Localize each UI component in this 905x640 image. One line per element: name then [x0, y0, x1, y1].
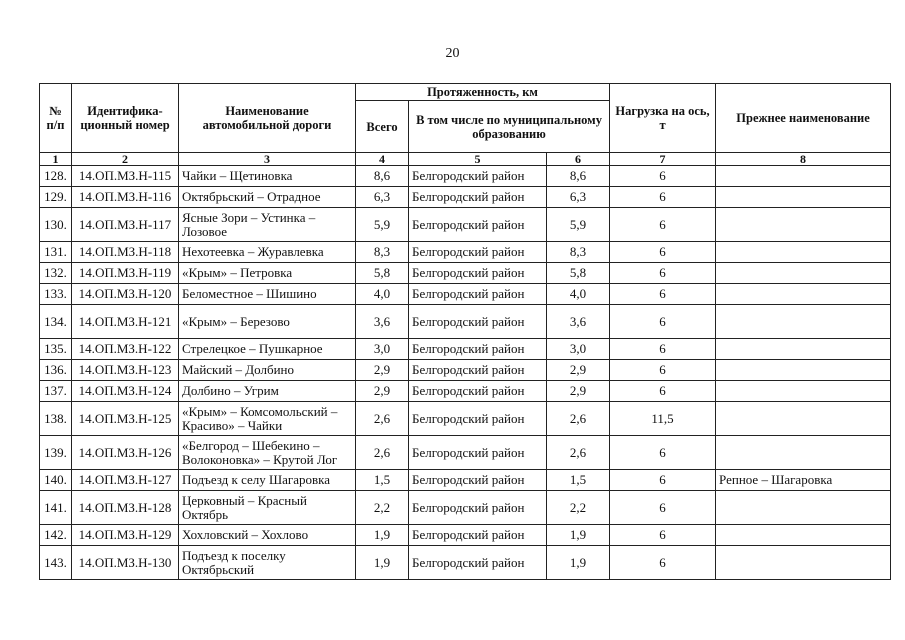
- municipal-length-cell: 1,5: [547, 470, 610, 491]
- municipal-length-cell: 5,8: [547, 263, 610, 284]
- road-name-cell: Нехотеевка – Журавлевка: [179, 242, 356, 263]
- axle-load-cell: 6: [610, 284, 716, 305]
- row-number-cell: 131.: [40, 242, 72, 263]
- total-length-cell: 1,5: [356, 470, 409, 491]
- total-length-cell: 2,6: [356, 402, 409, 436]
- municipality-cell: Белгородский район: [409, 436, 547, 470]
- previous-name-cell: [716, 381, 891, 402]
- previous-name-cell: [716, 402, 891, 436]
- road-name-cell: «Крым» – Комсомольский – Красиво» – Чайки: [179, 402, 356, 436]
- total-length-cell: 2,9: [356, 381, 409, 402]
- column-number: 7: [610, 153, 716, 166]
- road-name-cell: Хохловский – Хохлово: [179, 525, 356, 546]
- table-row: [40, 360, 891, 381]
- header-length-group: Протяженность, км: [356, 84, 610, 101]
- column-number: 3: [179, 153, 356, 166]
- road-id-cell: 14.ОП.МЗ.Н-118: [72, 242, 179, 263]
- table-row: [40, 166, 891, 187]
- road-id-cell: 14.ОП.МЗ.Н-117: [72, 208, 179, 242]
- axle-load-cell: 6: [610, 187, 716, 208]
- row-number-cell: 129.: [40, 187, 72, 208]
- table-row: [40, 208, 891, 242]
- municipal-length-cell: 2,6: [547, 436, 610, 470]
- row-number-cell: 133.: [40, 284, 72, 305]
- municipality-cell: Белгородский район: [409, 166, 547, 187]
- road-id-cell: 14.ОП.МЗ.Н-119: [72, 263, 179, 284]
- road-id-cell: 14.ОП.МЗ.Н-127: [72, 470, 179, 491]
- road-id-cell: 14.ОП.МЗ.Н-124: [72, 381, 179, 402]
- total-length-cell: 2,6: [356, 436, 409, 470]
- municipality-cell: Белгородский район: [409, 242, 547, 263]
- row-number-cell: 128.: [40, 166, 72, 187]
- municipal-length-cell: 8,3: [547, 242, 610, 263]
- municipal-length-cell: 2,2: [547, 491, 610, 525]
- previous-name-cell: [716, 187, 891, 208]
- row-number-cell: 137.: [40, 381, 72, 402]
- row-number-cell: 130.: [40, 208, 72, 242]
- column-number: 2: [72, 153, 179, 166]
- municipal-length-cell: 5,9: [547, 208, 610, 242]
- column-number: 5: [409, 153, 547, 166]
- municipality-cell: Белгородский район: [409, 284, 547, 305]
- header-road-name: Наименование автомобильной дороги: [179, 84, 356, 153]
- table-row: [40, 339, 891, 360]
- column-number: 4: [356, 153, 409, 166]
- total-length-cell: 1,9: [356, 546, 409, 580]
- municipal-length-cell: 2,9: [547, 381, 610, 402]
- previous-name-cell: [716, 525, 891, 546]
- header-axle-load: Нагрузка на ось, т: [610, 84, 716, 153]
- road-id-cell: 14.ОП.МЗ.Н-126: [72, 436, 179, 470]
- previous-name-cell: Репное – Шагаровка: [716, 470, 891, 491]
- road-name-cell: Подъезд к селу Шагаровка: [179, 470, 356, 491]
- previous-name-cell: [716, 360, 891, 381]
- axle-load-cell: 6: [610, 525, 716, 546]
- table-row: [40, 402, 891, 436]
- axle-load-cell: 6: [610, 360, 716, 381]
- municipality-cell: Белгородский район: [409, 339, 547, 360]
- table-row: [40, 470, 891, 491]
- row-number-cell: 135.: [40, 339, 72, 360]
- roads-table: [39, 83, 891, 580]
- previous-name-cell: [716, 339, 891, 360]
- header-id: Идентифика-ционный номер: [72, 84, 179, 153]
- table-row: [40, 525, 891, 546]
- road-id-cell: 14.ОП.МЗ.Н-128: [72, 491, 179, 525]
- table-body: [40, 166, 891, 580]
- municipality-cell: Белгородский район: [409, 187, 547, 208]
- road-id-cell: 14.ОП.МЗ.Н-121: [72, 305, 179, 339]
- total-length-cell: 5,9: [356, 208, 409, 242]
- axle-load-cell: 6: [610, 305, 716, 339]
- total-length-cell: 6,3: [356, 187, 409, 208]
- row-number-cell: 139.: [40, 436, 72, 470]
- previous-name-cell: [716, 263, 891, 284]
- municipal-length-cell: 8,6: [547, 166, 610, 187]
- municipal-length-cell: 2,6: [547, 402, 610, 436]
- row-number-cell: 132.: [40, 263, 72, 284]
- previous-name-cell: [716, 491, 891, 525]
- previous-name-cell: [716, 305, 891, 339]
- table-row: [40, 436, 891, 470]
- total-length-cell: 3,6: [356, 305, 409, 339]
- axle-load-cell: 6: [610, 166, 716, 187]
- municipality-cell: Белгородский район: [409, 525, 547, 546]
- road-id-cell: 14.ОП.МЗ.Н-122: [72, 339, 179, 360]
- municipality-cell: Белгородский район: [409, 546, 547, 580]
- axle-load-cell: 6: [610, 470, 716, 491]
- road-name-cell: Подъезд к поселку Октябрьский: [179, 546, 356, 580]
- total-length-cell: 8,6: [356, 166, 409, 187]
- column-number: 1: [40, 153, 72, 166]
- axle-load-cell: 6: [610, 491, 716, 525]
- municipal-length-cell: 3,6: [547, 305, 610, 339]
- municipal-length-cell: 4,0: [547, 284, 610, 305]
- axle-load-cell: 6: [610, 546, 716, 580]
- row-number-cell: 140.: [40, 470, 72, 491]
- axle-load-cell: 6: [610, 436, 716, 470]
- column-number: 8: [716, 153, 891, 166]
- total-length-cell: 8,3: [356, 242, 409, 263]
- page-number: 20: [445, 46, 460, 61]
- axle-load-cell: 6: [610, 208, 716, 242]
- row-number-cell: 138.: [40, 402, 72, 436]
- axle-load-cell: 6: [610, 339, 716, 360]
- road-id-cell: 14.ОП.МЗ.Н-116: [72, 187, 179, 208]
- road-name-cell: «Белгород – Шебекино – Волоконовка» – Крутой Лог: [179, 436, 356, 470]
- total-length-cell: 5,8: [356, 263, 409, 284]
- municipal-length-cell: 1,9: [547, 525, 610, 546]
- municipal-length-cell: 1,9: [547, 546, 610, 580]
- total-length-cell: 2,2: [356, 491, 409, 525]
- previous-name-cell: [716, 166, 891, 187]
- municipality-cell: Белгородский район: [409, 263, 547, 284]
- table-row: [40, 242, 891, 263]
- total-length-cell: 1,9: [356, 525, 409, 546]
- municipality-cell: Белгородский район: [409, 381, 547, 402]
- axle-load-cell: 11,5: [610, 402, 716, 436]
- municipality-cell: Белгородский район: [409, 491, 547, 525]
- table-row: [40, 187, 891, 208]
- road-id-cell: 14.ОП.МЗ.Н-125: [72, 402, 179, 436]
- column-number: 6: [547, 153, 610, 166]
- municipality-cell: Белгородский район: [409, 360, 547, 381]
- table-row: [40, 305, 891, 339]
- table-row: [40, 546, 891, 580]
- header-num: № п/п: [40, 84, 72, 153]
- table-row: [40, 284, 891, 305]
- road-id-cell: 14.ОП.МЗ.Н-123: [72, 360, 179, 381]
- header-total-length: Всего: [356, 101, 409, 153]
- road-name-cell: Ясные Зори – Устинка – Лозовое: [179, 208, 356, 242]
- header-previous-name: Прежнее наименование: [716, 84, 891, 153]
- road-name-cell: Стрелецкое – Пушкарное: [179, 339, 356, 360]
- municipal-length-cell: 6,3: [547, 187, 610, 208]
- previous-name-cell: [716, 436, 891, 470]
- total-length-cell: 3,0: [356, 339, 409, 360]
- road-name-cell: «Крым» – Березово: [179, 305, 356, 339]
- road-id-cell: 14.ОП.МЗ.Н-115: [72, 166, 179, 187]
- municipality-cell: Белгородский район: [409, 208, 547, 242]
- road-id-cell: 14.ОП.МЗ.Н-129: [72, 525, 179, 546]
- axle-load-cell: 6: [610, 242, 716, 263]
- row-number-cell: 143.: [40, 546, 72, 580]
- previous-name-cell: [716, 546, 891, 580]
- axle-load-cell: 6: [610, 263, 716, 284]
- previous-name-cell: [716, 242, 891, 263]
- total-length-cell: 4,0: [356, 284, 409, 305]
- row-number-cell: 136.: [40, 360, 72, 381]
- road-name-cell: Беломестное – Шишино: [179, 284, 356, 305]
- road-name-cell: Чайки – Щетиновка: [179, 166, 356, 187]
- table-row: [40, 263, 891, 284]
- municipality-cell: Белгородский район: [409, 470, 547, 491]
- municipality-cell: Белгородский район: [409, 305, 547, 339]
- previous-name-cell: [716, 284, 891, 305]
- row-number-cell: 141.: [40, 491, 72, 525]
- road-name-cell: Октябрьский – Отрадное: [179, 187, 356, 208]
- row-number-cell: 142.: [40, 525, 72, 546]
- municipality-cell: Белгородский район: [409, 402, 547, 436]
- axle-load-cell: 6: [610, 381, 716, 402]
- previous-name-cell: [716, 208, 891, 242]
- road-name-cell: «Крым» – Петровка: [179, 263, 356, 284]
- road-id-cell: 14.ОП.МЗ.Н-120: [72, 284, 179, 305]
- table-row: [40, 491, 891, 525]
- road-name-cell: Церковный – Красный Октябрь: [179, 491, 356, 525]
- column-numbers-row: [40, 153, 891, 166]
- road-name-cell: Майский – Долбино: [179, 360, 356, 381]
- municipal-length-cell: 3,0: [547, 339, 610, 360]
- municipal-length-cell: 2,9: [547, 360, 610, 381]
- road-id-cell: 14.ОП.МЗ.Н-130: [72, 546, 179, 580]
- road-name-cell: Долбино – Угрим: [179, 381, 356, 402]
- row-number-cell: 134.: [40, 305, 72, 339]
- header-municipal-length: В том числе по муниципальному образованию: [409, 101, 610, 153]
- total-length-cell: 2,9: [356, 360, 409, 381]
- table-row: [40, 381, 891, 402]
